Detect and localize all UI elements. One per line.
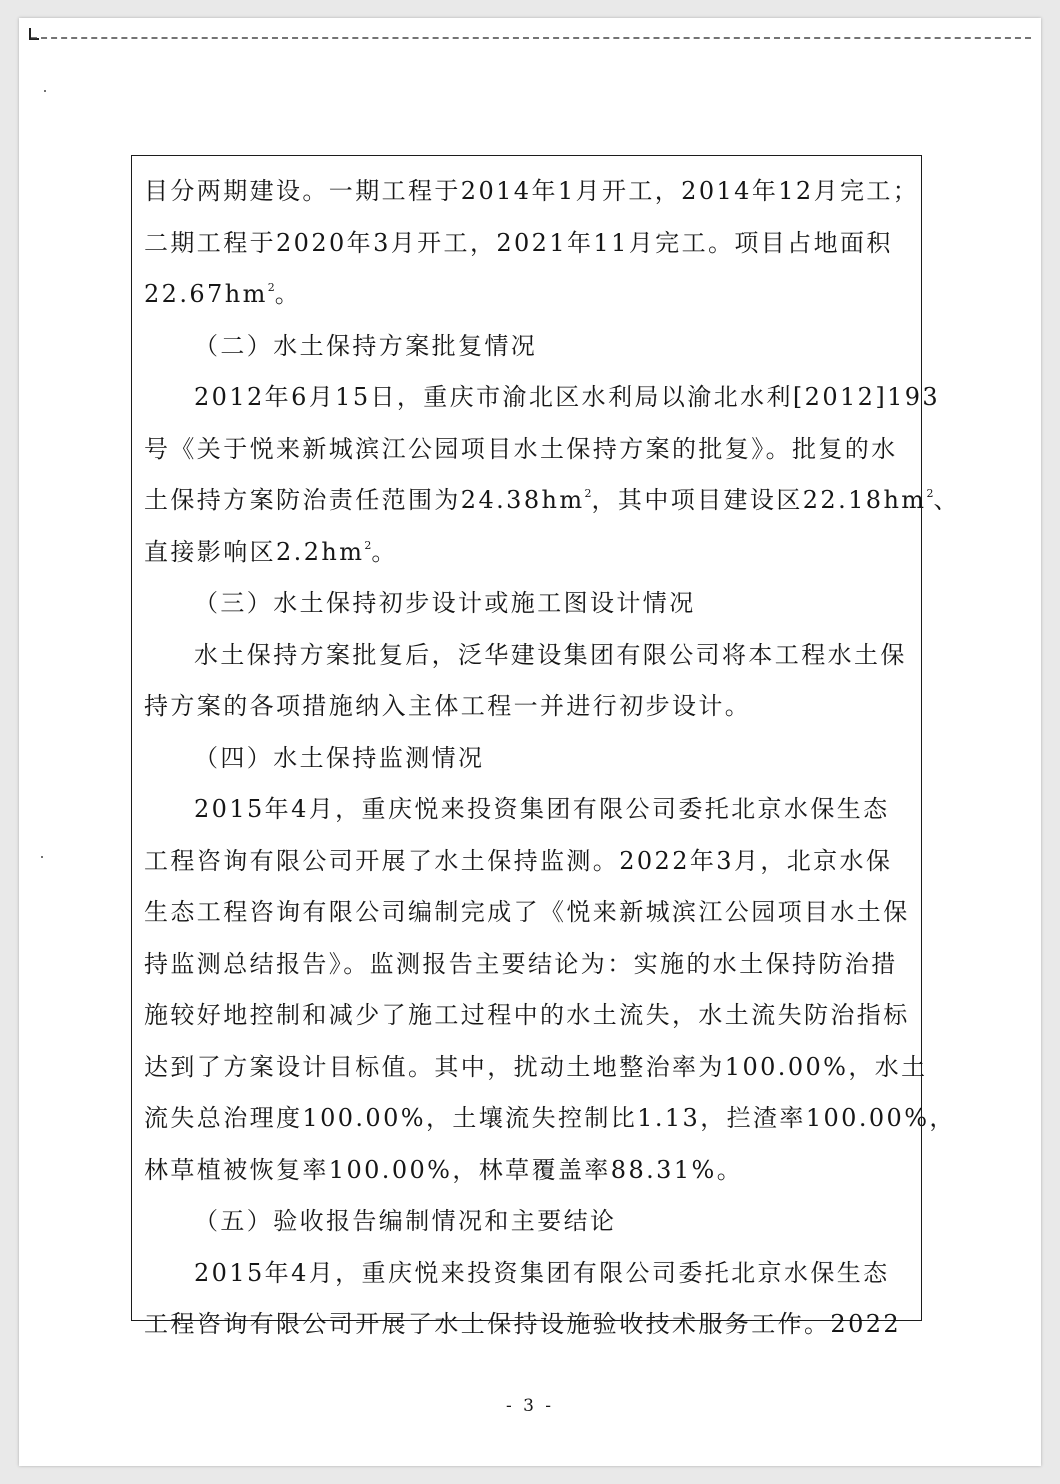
text-line [144,1248,907,1300]
text-segment: 。 [274,280,302,308]
text-line [144,218,907,270]
text-segment: 。 [371,537,398,566]
text-line [144,269,907,321]
text-segment: 、 [933,486,960,514]
text-segment: 2015年4月，重庆悦来投资集团有限公司委托北京水保生态 [194,1258,890,1287]
text-line [144,990,910,1042]
text-segment: 工程咨询有限公司开展了水土保持监测。2022年3月，北京水保 [144,846,893,875]
text-segment: 施较好地控制和减少了施工过程中的水土流失，水土流失防治指标 [144,1001,910,1029]
text-segment: 林草植被恢复率100.00%，林草覆盖率88.31%。 [144,1155,744,1184]
text-line [144,630,907,682]
section-heading [144,321,907,373]
text-segment: （二）水土保持方案批复情况 [194,331,538,360]
text-segment: 达到了方案设计目标值。其中，扰动土地整治率为100.00%，水土 [144,1052,928,1081]
text-line [144,887,910,939]
superscript: 2 [926,487,934,500]
text-segment: 土保持方案防治责任范围为24.38hm [144,486,585,514]
text-segment: 工程咨询有限公司开展了水土保持设施验收技术服务工作。2022 [144,1310,902,1338]
text-segment: 持监测总结报告》。监测报告主要结论为：实施的水土保持防治措 [144,949,898,978]
text-line [144,424,907,476]
text-line [144,475,960,527]
text-segment: 水土保持方案批复后，泛华建设集团有限公司将本工程水土保 [194,640,907,669]
scan-speck [41,856,43,858]
text-line [144,372,941,424]
text-segment: 号《关于悦来新城滨江公园项目水土保持方案的批复》。批复的水 [144,434,898,463]
superscript: 2 [267,281,275,294]
text-segment: 2012年6月15日，重庆市渝北区水利局以渝北水利[2012]193 [194,383,941,411]
section-heading [144,578,907,630]
scan-speck [44,90,46,92]
text-line [144,1145,907,1197]
text-segment: 2015年4月，重庆悦来投资集团有限公司委托北京水保生态 [194,795,890,823]
text-line [144,836,907,888]
superscript: 2 [364,538,372,552]
text-line [144,166,920,218]
section-heading [144,1196,907,1248]
text-line [144,939,907,991]
document-page [19,18,1041,1466]
text-segment: （三）水土保持初步设计或施工图设计情况 [194,589,696,617]
text-frame [131,155,960,1338]
text-segment: ，其中项目建设区22.18hm [591,486,927,514]
text-line [144,681,907,733]
text-segment: （四）水土保持监测情况 [194,743,485,772]
text-line [144,527,907,579]
text-segment: 生态工程咨询有限公司编制完成了《悦来新城滨江公园项目水土保 [144,898,910,926]
text-segment: 目分两期建设。一期工程于2014年1月开工，2014年12月完工； [144,177,920,205]
section-heading [144,733,907,785]
scan-top-rule [31,37,1031,39]
page-number: - 3 - [505,1396,555,1416]
text-segment: 22.67hm [144,280,268,308]
text-segment: 二期工程于2020年3月开工，2021年11月完工。项目占地面积 [144,228,893,257]
text-segment: 直接影响区2.2hm [144,537,365,566]
text-line [144,784,907,836]
text-line [144,1299,907,1351]
text-line [144,1093,956,1145]
text-line [144,1042,928,1094]
text-segment: 持方案的各项措施纳入主体工程一并进行初步设计。 [144,692,752,720]
text-segment: 流失总治理度100.00%，土壤流失控制比1.13，拦渣率100.00%， [144,1104,956,1132]
superscript: 2 [584,487,592,500]
text-segment: （五）验收报告编制情况和主要结论 [194,1207,617,1235]
